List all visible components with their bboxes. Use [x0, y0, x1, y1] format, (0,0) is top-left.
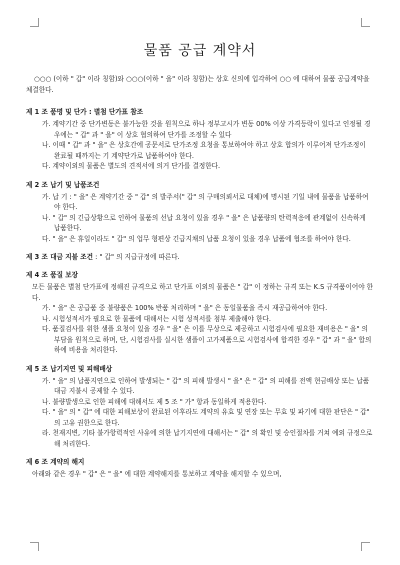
article-item: 나. 불량발생으로 인한 피해에 대해서도 제 5 조 " 가" 항과 동일하게 적용한다. — [42, 397, 267, 406]
article-item: 나. 시험성적서가 필요로 한 물품에 대해서는 시험 성적서를 첨부 제출해야 한다. — [42, 314, 271, 323]
intro-paragraph: ○○○ (이하 " 갑" 이라 칭함)와 ○○○(이하 " 을" 이라 칭함)는 상호 신의에 입각하여 ○○ 에 대하여 물품 공급계약을 체결한다. — [26, 75, 370, 94]
article-item: 나. " 갑" 의 긴급상황으로 인하여 물품의 선납 요청이 있을 경우 " 을" 은 납품량의 탄력적응에 관계없이 신속하게 납품한다. — [42, 213, 366, 232]
article-1 — [26, 107, 374, 172]
article-title-suffix: : " 갑" 의 지급규정에 따른다. — [93, 253, 180, 261]
document-title: 물품 공급 계약서 — [143, 43, 257, 59]
article-title-text: 제 6 조 계약의 해지 — [26, 458, 85, 466]
crop-mark-top-right — [361, 18, 370, 27]
article-item: 가. " 을" 은 공급품 중 불량품은 100% 반품 처리하며 " 을" 은 동일물품을 즉시 재공급하여야 한다. — [42, 304, 328, 312]
article-item: 다. 품질검사를 위한 샘플 요청이 있을 경우 " 을" 은 이를 무상으로 제공하고 시험검사에 필요한 재비용은 " 을" 의 부담을 원칙으로 하며, 단, 시험검사를 실시한 샘플이 고가제품으로 시험검사에 합격한 경우 " 갑" 과 " 을" 합의 하에 비용을 처리한다. — [42, 325, 372, 354]
article-item: 다. " 을" 의 " 갑" 에 대한 피해보상이 완료된 이후라도 계약의 유효 및 연장 또는 무효 및 파기에 대한 판단은 " 갑" 의 고유 권한으로 한다. — [42, 408, 370, 427]
article-title-text: 제 5 조 납기지연 및 피해배상 — [26, 364, 113, 373]
article-title — [26, 180, 374, 190]
article-title — [26, 270, 374, 280]
article-lead: 모든 물품은 별첨 단가표에 정해진 규격으로 하고 단가표 이외의 물품은 " 갑" 이 정하는 규격 또는 K.S 규격품이어야 한다. — [32, 283, 374, 302]
article-title-text: 제 1 조 품명 및 단가 : 별첨 단가표 참조 — [26, 108, 144, 116]
article-title-text: 제 3 조 대금 지불 조건 — [26, 253, 94, 261]
article-6 — [26, 457, 374, 480]
article-item: 라. 천재지변, 기타 불가항력적인 사유에 의한 납기지연에 대해서는 " 갑" 의 확인 및 승인절차를 거쳐 예외 규정으로 해 처리한다. — [42, 429, 373, 448]
article-3 — [26, 252, 374, 262]
article-item: 나. 이때 " 갑" 과 " 을" 은 상호간에 공문서로 단가조정 요청을 통보하여야 하고 상호 합의가 이루어져 단가조정이 완료될 때까지는 기 계약단가로 납품하여야 한다. — [42, 141, 366, 160]
article-lead: 아래와 같은 경우 " 갑" 은 " 을" 에 대한 계약해지를 통보하고 계약을 해지할 수 있으며, — [32, 470, 282, 478]
article-item: 가. 계약기간 중 단가변동은 불가능한 것을 원칙으로 하나 정부고시가 변동 00% 이상 가격등락이 있다고 인정될 경우에는 " 갑" 과 " 을" 이 상호 협의하여 단가를 조정할 수 있다 — [42, 120, 371, 139]
article-5 — [26, 364, 374, 450]
crop-mark-bottom-left — [30, 542, 39, 551]
article-title — [26, 364, 374, 374]
crop-mark-bottom-right — [361, 542, 370, 551]
article-item: 다. " 을" 은 휴일이라도 " 갑" 의 업무 형편상 긴급지채의 납품 요청이 있을 경우 납품에 협조를 하여야 한다. — [42, 234, 351, 243]
article-title — [26, 457, 374, 467]
article-item: 다. 계약이외의 물품은 별도의 견적서에 의거 단가를 결정한다. — [42, 162, 221, 170]
article-title — [26, 252, 374, 262]
article-title-text: 제 4 조 품질 보장 — [26, 271, 78, 279]
article-2 — [26, 180, 374, 245]
crop-mark-top-left — [30, 18, 39, 27]
article-item: 가. " 을" 의 납품지연으로 인하여 발생되는 " 갑" 의 피해 발생시 " 을" 은 " 갑" 의 피해를 전액 현금배상 또는 납품대금 지불시 공제할 수 있다. — [42, 376, 370, 395]
article-title — [26, 107, 374, 117]
article-4 — [26, 270, 374, 356]
contract-page — [26, 40, 374, 488]
article-title-text: 제 2 조 납기 및 납품조건 — [26, 180, 100, 189]
article-item: 가. 납 기 : " 을" 은 계약기간 중 " 갑" 의 발주서(" 갑" 의 구매의뢰서로 대체)에 명시된 기일 내에 물품을 납품하여야 한다. — [42, 192, 369, 211]
